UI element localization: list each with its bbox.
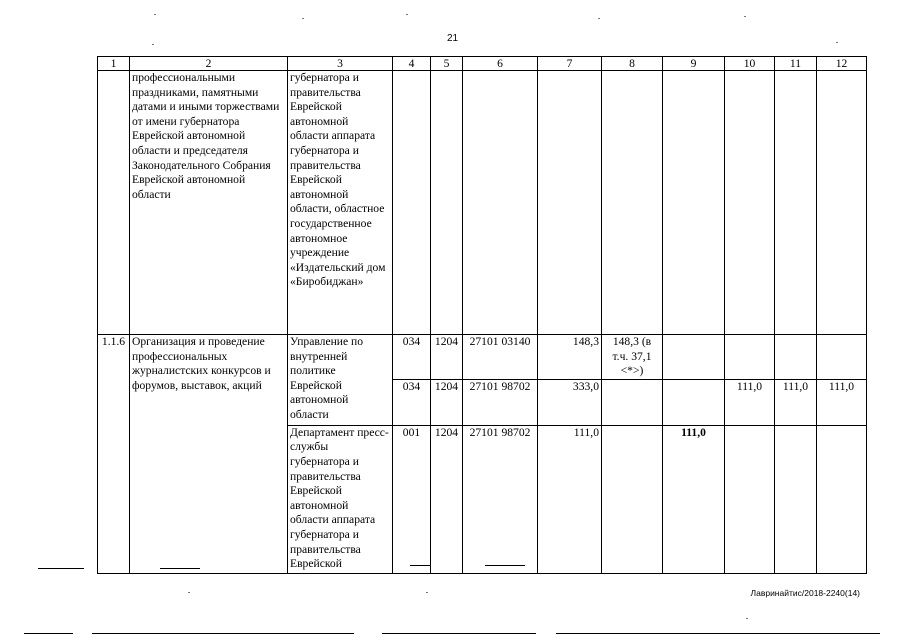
responsible-cell: губернатора и правительства Еврейской автономной области аппарата губернатора и правительства Еврейской автономной области, областное государственное автономное учреждение «Издательский дом «Биробиджан» — [288, 71, 393, 335]
row-number-cell: 1.1.6 — [98, 335, 130, 574]
table-continuation-line — [160, 568, 200, 569]
table-row — [98, 71, 867, 335]
ministry-code-cell: 034 — [393, 335, 431, 380]
year-cell: 111,0 — [817, 379, 867, 425]
budget-table — [97, 56, 867, 574]
bottom-separator-line — [556, 633, 880, 634]
target-article-cell: 27101 03140 — [463, 335, 538, 380]
table-continuation-line — [485, 565, 525, 566]
scan-noise — [188, 592, 190, 593]
ministry-code-cell: 001 — [393, 425, 431, 573]
scan-noise — [836, 42, 838, 43]
scan-noise — [152, 44, 154, 45]
bottom-separator-line — [24, 633, 73, 634]
responsible-cell: Департамент пресс-службы губернатора и правительства Еврейской автономной области аппарата губернатора и правительства Еврейской — [288, 425, 393, 573]
header-cell: 8 — [602, 57, 663, 71]
bottom-separator-line — [382, 633, 536, 634]
header-cell: 4 — [393, 57, 431, 71]
scan-noise — [154, 14, 156, 15]
year-cell: 148,3 (в т.ч. 37,1 <*>) — [602, 335, 663, 380]
scan-noise — [746, 618, 748, 619]
header-row — [98, 57, 867, 71]
target-article-cell: 27101 98702 — [463, 379, 538, 425]
target-article-cell: 27101 98702 — [463, 425, 538, 573]
year-cell: 111,0 — [663, 425, 725, 573]
header-cell: 6 — [463, 57, 538, 71]
bottom-separator-line — [92, 633, 354, 634]
header-cell: 7 — [538, 57, 602, 71]
page-number: 21 — [446, 33, 459, 44]
event-description-cell: профессиональными праздниками, памятными датами и иными торжествами от имени губернатора Еврейской автономной области и председателя Законодательного Собрания Еврейской автономной области — [130, 71, 288, 335]
header-cell: 2 — [130, 57, 288, 71]
event-title-cell: Организация и проведение профессиональных журналистских конкурсов и форумов, выставок, акций — [130, 335, 288, 574]
section-code-cell: 1204 — [431, 335, 463, 380]
header-cell: 5 — [431, 57, 463, 71]
section-code-cell: 1204 — [431, 425, 463, 573]
table-continuation-line — [410, 565, 430, 566]
table-continuation-line — [38, 568, 84, 569]
scan-noise — [406, 14, 408, 15]
ministry-code-cell: 034 — [393, 379, 431, 425]
table-row — [98, 335, 867, 380]
total-cell: 333,0 — [538, 379, 602, 425]
year-cell: 111,0 — [775, 379, 817, 425]
responsible-cell: Управление по внутренней политике Еврейской автономной области — [288, 335, 393, 426]
year-cell: 111,0 — [725, 379, 775, 425]
scan-noise — [598, 18, 600, 19]
header-cell: 1 — [98, 57, 130, 71]
header-cell: 10 — [725, 57, 775, 71]
header-cell: 9 — [663, 57, 725, 71]
header-cell: 11 — [775, 57, 817, 71]
document-footer-id: Лавринайтис/2018-2240(14) — [750, 588, 860, 598]
scan-noise — [744, 16, 746, 17]
section-code-cell: 1204 — [431, 379, 463, 425]
header-cell: 3 — [288, 57, 393, 71]
total-cell: 111,0 — [538, 425, 602, 573]
scan-noise — [302, 18, 304, 19]
header-cell: 12 — [817, 57, 867, 71]
total-cell: 148,3 — [538, 335, 602, 380]
scan-noise — [426, 592, 428, 593]
